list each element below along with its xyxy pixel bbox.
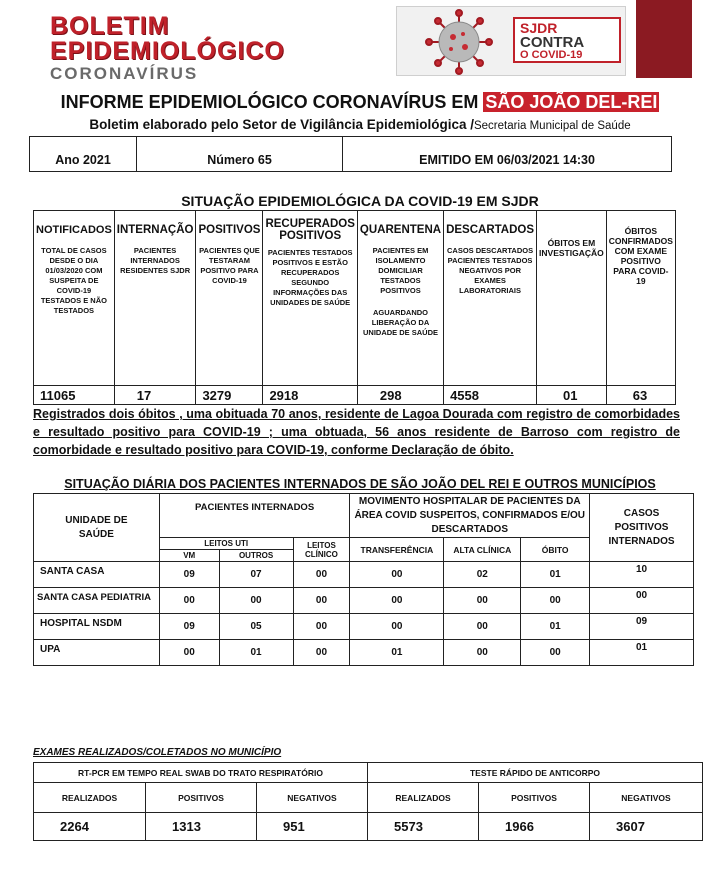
value-obitos-confirmados: 63 (606, 386, 675, 405)
col-title: POSITIVOS (198, 224, 261, 236)
table-row (34, 614, 694, 640)
col-positivos (196, 211, 263, 386)
exams-group-rapid: TESTE RÁPIDO DE ANTICORPO (368, 763, 703, 783)
value-quarentena: 298 (357, 386, 443, 405)
subtitle-small: Secretaria Municipal de Saúde (473, 120, 631, 132)
header-banner (0, 0, 720, 83)
row-vm: 09 (159, 562, 219, 588)
value-recuperados: 2918 (263, 386, 357, 405)
col-desc: TOTAL DE CASOS DESDE O DIA 01/03/2020 COM SUSPEITA DE COVID-19 TESTADOS E NÃO TESTADOS (40, 246, 107, 315)
row-obito: 01 (521, 614, 590, 640)
row-alta: 00 (444, 640, 521, 666)
col-title: RECUPERADOS POSITIVOS (265, 218, 355, 242)
col-internacao (114, 211, 196, 386)
obituary-note: Registrados dois óbitos , uma obituada 70 anos, residente de Lagoa Dourada com registro de comorbidades e resultado positivo para COVID-19 ; uma obtuada, 56 anos residente de Barroso com registro de comorbidade e resultado positivo para COVID-19, conforme Declaração de óbito. (33, 407, 680, 457)
logo-line-2: EPIDEMIOLÓGICO (50, 37, 285, 65)
exams-header: POSITIVOS (146, 783, 257, 813)
badge-line-3: O COVID-19 (520, 49, 583, 61)
row-vm: 09 (159, 614, 219, 640)
header-red-block (636, 0, 692, 78)
subheader-transfer: TRANSFERÊNCIA (350, 538, 444, 562)
exams-group-pcr: RT-PCR EM TEMPO REAL SWAB DO TRATO RESPIRATÓRIO (34, 763, 368, 783)
exams-header: REALIZADOS (368, 783, 479, 813)
col-desc: CASOS DESCARTADOS PACIENTES TESTADOS NEGATIVOS POR EXAMES LABORATORIAIS (446, 246, 534, 295)
table-row (34, 640, 694, 666)
col-title: INTERNAÇÃO (116, 224, 194, 236)
meta-year: Ano 2021 (30, 137, 137, 172)
exams-table (33, 762, 703, 841)
col-title: DESCARTADOS (446, 224, 535, 236)
col-notificados (34, 211, 115, 386)
header-cases-label: CASOS POSITIVOS INTERNADOS (608, 507, 675, 547)
subheader-uti: LEITOS UTI (159, 538, 293, 550)
row-vm: 00 (159, 588, 219, 614)
subheader-alta: ALTA CLÍNICA (444, 538, 521, 562)
subheader-obito: ÓBITO (521, 538, 590, 562)
row-outros: 01 (219, 640, 293, 666)
row-outros: 05 (219, 614, 293, 640)
col-recuperados (263, 211, 357, 386)
exams-label: EXAMES REALIZADOS/COLETADOS NO MUNICÍPIO (33, 747, 282, 758)
col-quarentena (357, 211, 443, 386)
header-unit-label: UNIDADE DE SAÚDE (65, 514, 128, 540)
row-clinico: 00 (293, 562, 350, 588)
subheader-vm: VM (159, 550, 219, 562)
title-highlight: SÃO JOÃO DEL-REI (485, 92, 658, 112)
col-title: NOTIFICADOS (36, 224, 112, 236)
col-desc: PACIENTES TESTADOS POSITIVOS E ESTÃO RECUPERADOS SEGUNDO INFORMAÇÕES DAS UNIDADES DE SAÚDE (267, 248, 353, 307)
meta-emitted: EMITIDO EM 06/03/2021 14:30 (343, 137, 672, 172)
row-transfer: 00 (350, 562, 444, 588)
row-obito: 00 (521, 588, 590, 614)
col-title: QUARENTENA (359, 224, 442, 236)
value-obitos-investigacao: 01 (537, 386, 607, 405)
row-clinico: 00 (293, 640, 350, 666)
exams-header: NEGATIVOS (590, 783, 703, 813)
bulletin-logo (50, 14, 285, 82)
col-desc: PACIENTES INTERNADOS RESIDENTES SJDR (120, 246, 191, 275)
exams-value: 1313 (146, 813, 257, 841)
exams-value: 951 (257, 813, 368, 841)
header-movement: MOVIMENTO HOSPITALAR DE PACIENTES DA ÁREA COVID SUSPEITOS, CONFIRMADOS E/OU DESCARTADOS (350, 494, 590, 538)
hospital-table (33, 493, 694, 666)
exams-value: 3607 (590, 813, 703, 841)
row-unit: SANTA CASA PEDIATRIA (34, 588, 160, 614)
logo-line-3: CORONAVÍRUS (50, 64, 199, 83)
badge-line-1: SJDR (520, 20, 558, 36)
row-outros: 00 (219, 588, 293, 614)
value-notificados: 11065 (34, 386, 115, 405)
row-transfer: 00 (350, 614, 444, 640)
meta-number: Número 65 (137, 137, 343, 172)
row-transfer: 01 (350, 640, 444, 666)
row-obito: 01 (521, 562, 590, 588)
hospital-heading: SITUAÇÃO DIÁRIA DOS PACIENTES INTERNADOS DE SÃO JOÃO DEL REI E OUTROS MUNICÍPIOS (64, 477, 656, 491)
sjdr-campaign-badge (513, 17, 621, 63)
coronavirus-icon (415, 9, 503, 75)
row-transfer: 00 (350, 588, 444, 614)
row-alta: 00 (444, 614, 521, 640)
header-patients: PACIENTES INTERNADOS (159, 494, 350, 538)
row-cases: 00 (590, 588, 694, 614)
situation-heading: SITUAÇÃO EPIDEMIOLÓGICA DA COVID-19 EM SJDR (181, 193, 539, 209)
table-row (34, 562, 694, 588)
col-desc: PACIENTES EM ISOLAMENTO DOMICILIAR TESTADOS POSITIVOS (372, 246, 429, 295)
exams-header: NEGATIVOS (257, 783, 368, 813)
logo-line-1: BOLETIM (50, 12, 170, 40)
row-clinico: 00 (293, 614, 350, 640)
report-subtitle (0, 117, 720, 132)
col-desc: PACIENTES QUE TESTARAM POSITIVO PARA COVID-19 (199, 246, 260, 285)
exams-value: 2264 (34, 813, 146, 841)
row-alta: 02 (444, 562, 521, 588)
exams-header: REALIZADOS (34, 783, 146, 813)
campaign-image (396, 6, 626, 76)
row-outros: 07 (219, 562, 293, 588)
row-unit: UPA (34, 640, 160, 666)
value-internacao: 17 (114, 386, 196, 405)
row-cases: 01 (590, 640, 694, 666)
situation-values-row (34, 386, 676, 405)
exams-header: POSITIVOS (479, 783, 590, 813)
badge-line-2: CONTRA (520, 34, 585, 51)
title-main: INFORME EPIDEMIOLÓGICO CORONAVÍRUS EM (60, 92, 484, 112)
col-desc-2: AGUARDANDO LIBERAÇÃO DA UNIDADE DE SAÚDE (362, 308, 438, 337)
row-unit: SANTA CASA (34, 562, 160, 588)
subtitle-bold: Boletim elaborado pelo Setor de Vigilância Epidemiológica / (89, 117, 474, 132)
col-descartados (444, 211, 537, 386)
subheader-outros: OUTROS (219, 550, 293, 562)
subheader-clinico: LEITOS CLÍNICO (293, 538, 350, 562)
header-cases (590, 494, 694, 562)
report-title (0, 92, 720, 113)
value-descartados: 4558 (444, 386, 537, 405)
exams-value: 5573 (368, 813, 479, 841)
col-title: ÓBITOS CONFIRMADOS COM EXAME POSITIVO PARA COVID-19 (608, 226, 673, 286)
exams-value: 1966 (479, 813, 590, 841)
situation-table (33, 210, 676, 405)
col-obitos-investigacao (537, 211, 607, 386)
header-unit (34, 494, 160, 562)
row-alta: 00 (444, 588, 521, 614)
col-title: ÓBITOS EM INVESTIGAÇÃO (539, 238, 604, 258)
row-clinico: 00 (293, 588, 350, 614)
row-obito: 00 (521, 640, 590, 666)
col-obitos-confirmados (606, 211, 675, 386)
table-row (34, 588, 694, 614)
row-vm: 00 (159, 640, 219, 666)
bulletin-meta-table (29, 136, 672, 172)
row-cases: 10 (590, 562, 694, 588)
row-cases: 09 (590, 614, 694, 640)
value-positivos: 3279 (196, 386, 263, 405)
row-unit: HOSPITAL NSDM (34, 614, 160, 640)
